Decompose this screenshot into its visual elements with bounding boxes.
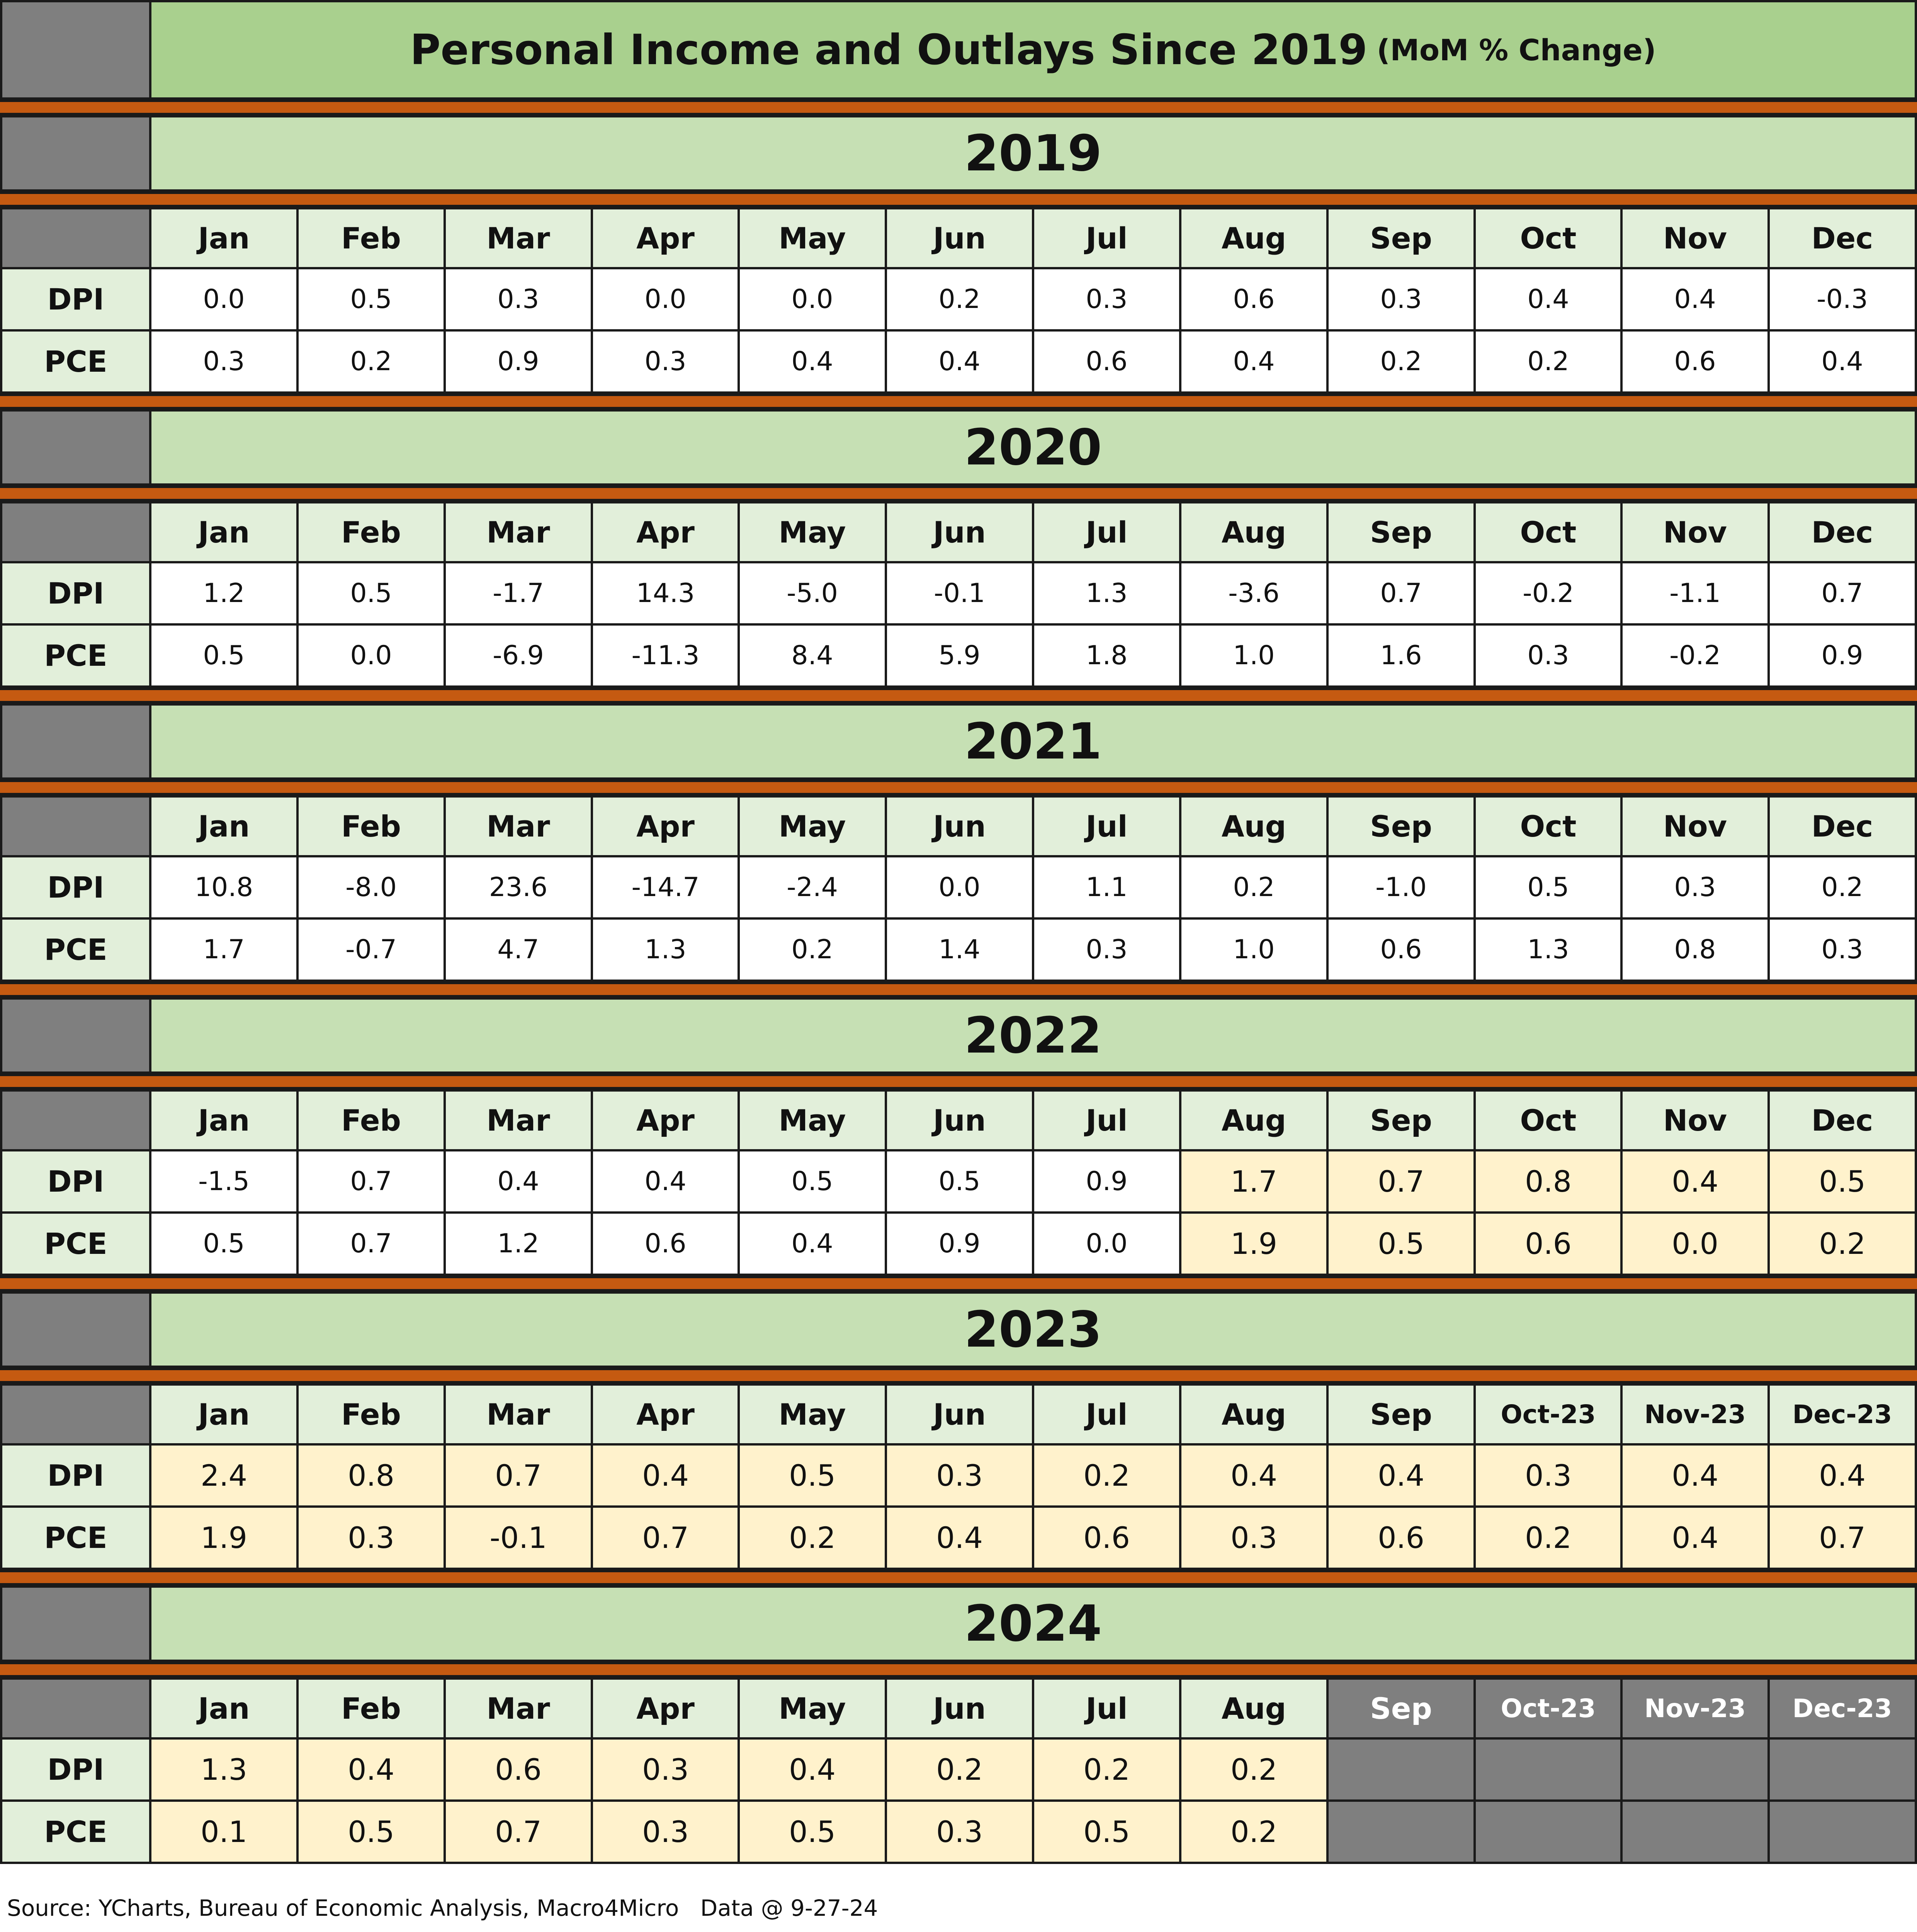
year-heading: 2021 [149, 703, 1917, 780]
data-cell-pce: 0.3 [591, 1799, 740, 1864]
data-cell-dpi: 0.7 [444, 1443, 593, 1508]
header-corner-cell [0, 207, 151, 269]
data-cell-pce: 0.6 [1473, 1211, 1623, 1276]
data-cell-dpi: 0.4 [1473, 267, 1623, 332]
data-cell-dpi: 0.2 [885, 267, 1034, 332]
month-header: Dec-23 [1767, 1677, 1917, 1740]
section-separator [0, 688, 1917, 703]
month-header: Jan [149, 1383, 299, 1446]
month-header: May [738, 1677, 887, 1740]
data-cell-pce: 0.0 [296, 623, 446, 688]
month-header: Dec-23 [1767, 1383, 1917, 1446]
month-header: Feb [296, 501, 446, 563]
month-header: Jan [149, 501, 299, 563]
data-cell-pce: 0.3 [1032, 917, 1181, 982]
month-header: Jul [1032, 501, 1181, 563]
section-separator [0, 1276, 1917, 1291]
data-cell-dpi: -1.7 [444, 561, 593, 626]
data-cell-pce: 1.0 [1179, 623, 1329, 688]
month-header: Jan [149, 1089, 299, 1151]
month-header: Jun [885, 1089, 1034, 1151]
month-header: Aug [1179, 795, 1329, 857]
data-cell-pce: 0.5 [1326, 1211, 1476, 1276]
data-cell-dpi: 0.4 [1767, 1443, 1917, 1508]
month-header: Sep [1326, 1383, 1476, 1446]
data-cell-pce: 0.2 [1473, 1505, 1623, 1570]
source-note: Source: YCharts, Bureau of Economic Analysis, Macro4Micro Data @ 9-27-24 [7, 1895, 878, 1921]
data-cell-dpi: 10.8 [149, 855, 299, 920]
month-header: Apr [591, 1089, 740, 1151]
data-cell-dpi: 0.4 [738, 1737, 887, 1802]
year-corner-cell [0, 1585, 151, 1662]
page-subtitle: (MoM % Change) [1377, 32, 1656, 67]
month-header: May [738, 1089, 887, 1151]
data-cell-dpi [1620, 1737, 1770, 1802]
data-cell-pce: 1.9 [149, 1505, 299, 1570]
data-cell-pce: -0.1 [444, 1505, 593, 1570]
month-header: Oct [1473, 207, 1623, 269]
month-header: Aug [1179, 501, 1329, 563]
data-cell-pce: 8.4 [738, 623, 887, 688]
data-cell-pce: 0.6 [1032, 329, 1181, 394]
data-cell-dpi: 0.0 [591, 267, 740, 332]
header-corner-cell [0, 501, 151, 563]
month-header: Jun [885, 1383, 1034, 1446]
data-cell-pce: 0.7 [1767, 1505, 1917, 1570]
row-label-dpi: DPI [0, 1737, 151, 1802]
section-separator [0, 1074, 1917, 1089]
section-separator [0, 486, 1917, 501]
data-cell-dpi: -1.5 [149, 1149, 299, 1214]
data-cell-pce: 0.2 [296, 329, 446, 394]
data-cell-dpi: 1.1 [1032, 855, 1181, 920]
data-cell-pce: 0.6 [1620, 329, 1770, 394]
month-header: Mar [444, 501, 593, 563]
data-cell-pce: 0.7 [296, 1211, 446, 1276]
data-cell-dpi: 0.7 [1767, 561, 1917, 626]
data-cell-dpi: 0.5 [296, 561, 446, 626]
data-cell-dpi [1767, 1737, 1917, 1802]
data-cell-pce: 1.8 [1032, 623, 1181, 688]
data-cell-pce: 0.4 [1767, 329, 1917, 394]
data-cell-dpi: 0.8 [1473, 1149, 1623, 1214]
row-label-pce: PCE [0, 1505, 151, 1570]
month-header: Nov [1620, 501, 1770, 563]
month-header: Jan [149, 207, 299, 269]
data-cell-pce: 0.2 [1473, 329, 1623, 394]
data-cell-pce: 0.5 [296, 1799, 446, 1864]
data-cell-pce: 0.2 [738, 1505, 887, 1570]
month-header: Oct [1473, 1089, 1623, 1151]
data-cell-dpi: -1.1 [1620, 561, 1770, 626]
data-cell-pce: 0.3 [591, 329, 740, 394]
year-heading: 2020 [149, 409, 1917, 486]
month-header: May [738, 795, 887, 857]
month-header: Dec [1767, 795, 1917, 857]
month-header: Aug [1179, 1089, 1329, 1151]
row-label-dpi: DPI [0, 855, 151, 920]
year-corner-cell [0, 703, 151, 780]
data-cell-dpi: 0.4 [591, 1149, 740, 1214]
month-header: Oct-23 [1473, 1383, 1623, 1446]
data-cell-dpi: -0.2 [1473, 561, 1623, 626]
data-cell-dpi: 0.2 [1179, 1737, 1329, 1802]
data-cell-dpi: 0.5 [1767, 1149, 1917, 1214]
month-header: Sep [1326, 1677, 1476, 1740]
month-header: Nov [1620, 207, 1770, 269]
data-cell-pce: 0.2 [738, 917, 887, 982]
month-header: Mar [444, 1089, 593, 1151]
page-title: Personal Income and Outlays Since 2019 [410, 26, 1368, 74]
data-cell-dpi: 0.3 [444, 267, 593, 332]
data-cell-pce: -0.7 [296, 917, 446, 982]
data-cell-dpi: 0.3 [591, 1737, 740, 1802]
data-cell-pce: 0.6 [1032, 1505, 1181, 1570]
data-cell-pce: 0.3 [1767, 917, 1917, 982]
data-cell-dpi [1326, 1737, 1476, 1802]
year-corner-cell [0, 409, 151, 486]
data-cell-pce: -0.2 [1620, 623, 1770, 688]
month-header: Jun [885, 501, 1034, 563]
month-header: Mar [444, 795, 593, 857]
data-cell-pce: 1.3 [591, 917, 740, 982]
data-cell-dpi: 0.6 [1179, 267, 1329, 332]
data-cell-pce: 0.5 [149, 623, 299, 688]
data-cell-pce: 1.4 [885, 917, 1034, 982]
data-cell-dpi: 0.2 [1032, 1443, 1181, 1508]
header-corner-cell [0, 1677, 151, 1740]
month-header: Apr [591, 1383, 740, 1446]
month-header: Feb [296, 1383, 446, 1446]
data-cell-pce: 0.2 [1326, 329, 1476, 394]
month-header: May [738, 501, 887, 563]
month-header: Oct-23 [1473, 1677, 1623, 1740]
data-cell-pce: 0.4 [885, 1505, 1034, 1570]
data-cell-pce: 0.6 [591, 1211, 740, 1276]
data-cell-dpi: 0.2 [1032, 1737, 1181, 1802]
month-header: Jul [1032, 1677, 1181, 1740]
data-cell-dpi: 0.4 [296, 1737, 446, 1802]
month-header: Oct [1473, 501, 1623, 563]
month-header: Sep [1326, 207, 1476, 269]
month-header: May [738, 1383, 887, 1446]
data-cell-dpi: 0.0 [149, 267, 299, 332]
month-header: Feb [296, 207, 446, 269]
section-separator [0, 394, 1917, 409]
section-separator [0, 780, 1917, 795]
header-corner-cell [0, 1383, 151, 1446]
title-cell [149, 0, 1917, 100]
month-header: Aug [1179, 207, 1329, 269]
data-cell-pce: 0.4 [738, 329, 887, 394]
header-corner-cell [0, 795, 151, 857]
month-header: Dec [1767, 1089, 1917, 1151]
data-cell-pce: 1.2 [444, 1211, 593, 1276]
month-header: Jul [1032, 207, 1181, 269]
data-cell-dpi: 0.5 [296, 267, 446, 332]
data-cell-pce: 0.2 [1179, 1799, 1329, 1864]
data-cell-dpi: 0.4 [1620, 1149, 1770, 1214]
data-cell-dpi: 0.9 [1032, 1149, 1181, 1214]
data-cell-pce [1767, 1799, 1917, 1864]
section-separator [0, 1570, 1917, 1585]
data-cell-dpi: -8.0 [296, 855, 446, 920]
data-cell-dpi: 1.7 [1179, 1149, 1329, 1214]
year-corner-cell [0, 1291, 151, 1368]
row-label-dpi: DPI [0, 1149, 151, 1214]
data-cell-dpi [1473, 1737, 1623, 1802]
data-cell-dpi: 0.6 [444, 1737, 593, 1802]
month-header: Jul [1032, 795, 1181, 857]
data-cell-dpi: 0.3 [1620, 855, 1770, 920]
month-header: Jun [885, 207, 1034, 269]
data-cell-pce: 0.0 [1032, 1211, 1181, 1276]
data-cell-dpi: 0.4 [444, 1149, 593, 1214]
month-header: Dec [1767, 501, 1917, 563]
section-separator [0, 1662, 1917, 1677]
year-corner-cell [0, 997, 151, 1074]
section-separator [0, 1368, 1917, 1383]
data-cell-pce: 0.9 [885, 1211, 1034, 1276]
row-label-dpi: DPI [0, 1443, 151, 1508]
data-cell-pce: 0.3 [885, 1799, 1034, 1864]
section-separator [0, 100, 1917, 115]
section-separator [0, 192, 1917, 207]
data-cell-dpi: 0.3 [1326, 267, 1476, 332]
month-header: Dec [1767, 207, 1917, 269]
data-cell-pce [1326, 1799, 1476, 1864]
data-cell-dpi: 0.7 [296, 1149, 446, 1214]
row-label-pce: PCE [0, 623, 151, 688]
month-header: Apr [591, 501, 740, 563]
data-cell-pce: 0.6 [1326, 1505, 1476, 1570]
data-cell-dpi: -2.4 [738, 855, 887, 920]
month-header: Sep [1326, 501, 1476, 563]
data-cell-dpi: 1.3 [1032, 561, 1181, 626]
row-label-pce: PCE [0, 329, 151, 394]
data-cell-pce: 0.5 [149, 1211, 299, 1276]
month-header: Jul [1032, 1089, 1181, 1151]
data-cell-pce: 0.4 [738, 1211, 887, 1276]
data-cell-dpi: 0.5 [738, 1149, 887, 1214]
month-header: Sep [1326, 795, 1476, 857]
data-cell-dpi: 0.0 [885, 855, 1034, 920]
year-heading: 2019 [149, 115, 1917, 192]
month-header: Nov [1620, 795, 1770, 857]
month-header: Jun [885, 795, 1034, 857]
year-heading: 2023 [149, 1291, 1917, 1368]
data-cell-dpi: 1.2 [149, 561, 299, 626]
month-header: Nov-23 [1620, 1383, 1770, 1446]
year-heading: 2024 [149, 1585, 1917, 1662]
data-cell-pce [1620, 1799, 1770, 1864]
data-cell-dpi: 0.2 [1767, 855, 1917, 920]
data-cell-pce: 0.3 [296, 1505, 446, 1570]
data-cell-dpi: 0.7 [1326, 561, 1476, 626]
data-cell-pce: 0.8 [1620, 917, 1770, 982]
data-cell-pce: 0.3 [149, 329, 299, 394]
month-header: Feb [296, 1677, 446, 1740]
data-cell-pce: 1.6 [1326, 623, 1476, 688]
data-cell-pce: 1.9 [1179, 1211, 1329, 1276]
row-label-dpi: DPI [0, 561, 151, 626]
data-cell-dpi: -1.0 [1326, 855, 1476, 920]
month-header: Jan [149, 795, 299, 857]
data-cell-pce: 0.4 [885, 329, 1034, 394]
data-cell-pce: 0.4 [1620, 1505, 1770, 1570]
data-cell-dpi: 0.7 [1326, 1149, 1476, 1214]
data-cell-dpi: 14.3 [591, 561, 740, 626]
month-header: Nov-23 [1620, 1677, 1770, 1740]
data-cell-dpi: 0.3 [1473, 1443, 1623, 1508]
data-cell-dpi: 0.3 [885, 1443, 1034, 1508]
data-cell-dpi: 0.5 [1473, 855, 1623, 920]
data-cell-dpi: 0.4 [1620, 1443, 1770, 1508]
month-header: Aug [1179, 1677, 1329, 1740]
data-cell-pce: 0.3 [1179, 1505, 1329, 1570]
data-cell-pce: 1.7 [149, 917, 299, 982]
data-cell-pce: 0.5 [738, 1799, 887, 1864]
row-label-dpi: DPI [0, 267, 151, 332]
month-header: Feb [296, 795, 446, 857]
data-cell-pce: 1.0 [1179, 917, 1329, 982]
month-header: Jun [885, 1677, 1034, 1740]
data-cell-dpi: 0.4 [1179, 1443, 1329, 1508]
month-header: Mar [444, 207, 593, 269]
data-cell-pce: 0.3 [1473, 623, 1623, 688]
data-cell-dpi: 0.2 [885, 1737, 1034, 1802]
data-cell-dpi: -3.6 [1179, 561, 1329, 626]
data-cell-dpi: 0.5 [738, 1443, 887, 1508]
data-cell-dpi: 0.3 [1032, 267, 1181, 332]
month-header: Apr [591, 795, 740, 857]
row-label-pce: PCE [0, 1799, 151, 1864]
data-cell-dpi: -0.1 [885, 561, 1034, 626]
data-cell-pce: 0.1 [149, 1799, 299, 1864]
data-cell-dpi: 0.5 [885, 1149, 1034, 1214]
data-cell-pce: 0.0 [1620, 1211, 1770, 1276]
header-corner-cell [0, 1089, 151, 1151]
data-cell-pce: 0.6 [1326, 917, 1476, 982]
data-cell-pce: 0.7 [444, 1799, 593, 1864]
data-cell-dpi: 0.4 [1326, 1443, 1476, 1508]
data-cell-dpi: 2.4 [149, 1443, 299, 1508]
month-header: Jul [1032, 1383, 1181, 1446]
data-cell-pce: 0.2 [1767, 1211, 1917, 1276]
row-label-pce: PCE [0, 1211, 151, 1276]
data-cell-dpi: 23.6 [444, 855, 593, 920]
data-cell-pce: 0.9 [444, 329, 593, 394]
month-header: Sep [1326, 1089, 1476, 1151]
month-header: Apr [591, 1677, 740, 1740]
month-header: Feb [296, 1089, 446, 1151]
data-cell-pce: -11.3 [591, 623, 740, 688]
month-header: May [738, 207, 887, 269]
data-cell-pce: 0.7 [591, 1505, 740, 1570]
month-header: Nov [1620, 1089, 1770, 1151]
month-header: Mar [444, 1383, 593, 1446]
data-cell-dpi: 1.3 [149, 1737, 299, 1802]
data-cell-dpi: 0.2 [1179, 855, 1329, 920]
data-cell-pce: 5.9 [885, 623, 1034, 688]
data-cell-pce: 0.5 [1032, 1799, 1181, 1864]
data-cell-pce: 1.3 [1473, 917, 1623, 982]
data-cell-dpi: 0.4 [1620, 267, 1770, 332]
data-cell-dpi: 0.0 [738, 267, 887, 332]
title-corner-cell [0, 0, 151, 100]
data-cell-pce: -6.9 [444, 623, 593, 688]
data-cell-pce [1473, 1799, 1623, 1864]
data-cell-pce: 0.9 [1767, 623, 1917, 688]
data-cell-dpi: -0.3 [1767, 267, 1917, 332]
data-cell-dpi: -5.0 [738, 561, 887, 626]
month-header: Jan [149, 1677, 299, 1740]
year-corner-cell [0, 115, 151, 192]
data-cell-dpi: 0.8 [296, 1443, 446, 1508]
data-cell-dpi: -14.7 [591, 855, 740, 920]
data-cell-pce: 4.7 [444, 917, 593, 982]
month-header: Oct [1473, 795, 1623, 857]
data-cell-pce: 0.4 [1179, 329, 1329, 394]
month-header: Mar [444, 1677, 593, 1740]
section-separator [0, 982, 1917, 997]
month-header: Apr [591, 207, 740, 269]
year-heading: 2022 [149, 997, 1917, 1074]
row-label-pce: PCE [0, 917, 151, 982]
data-cell-dpi: 0.4 [591, 1443, 740, 1508]
month-header: Aug [1179, 1383, 1329, 1446]
